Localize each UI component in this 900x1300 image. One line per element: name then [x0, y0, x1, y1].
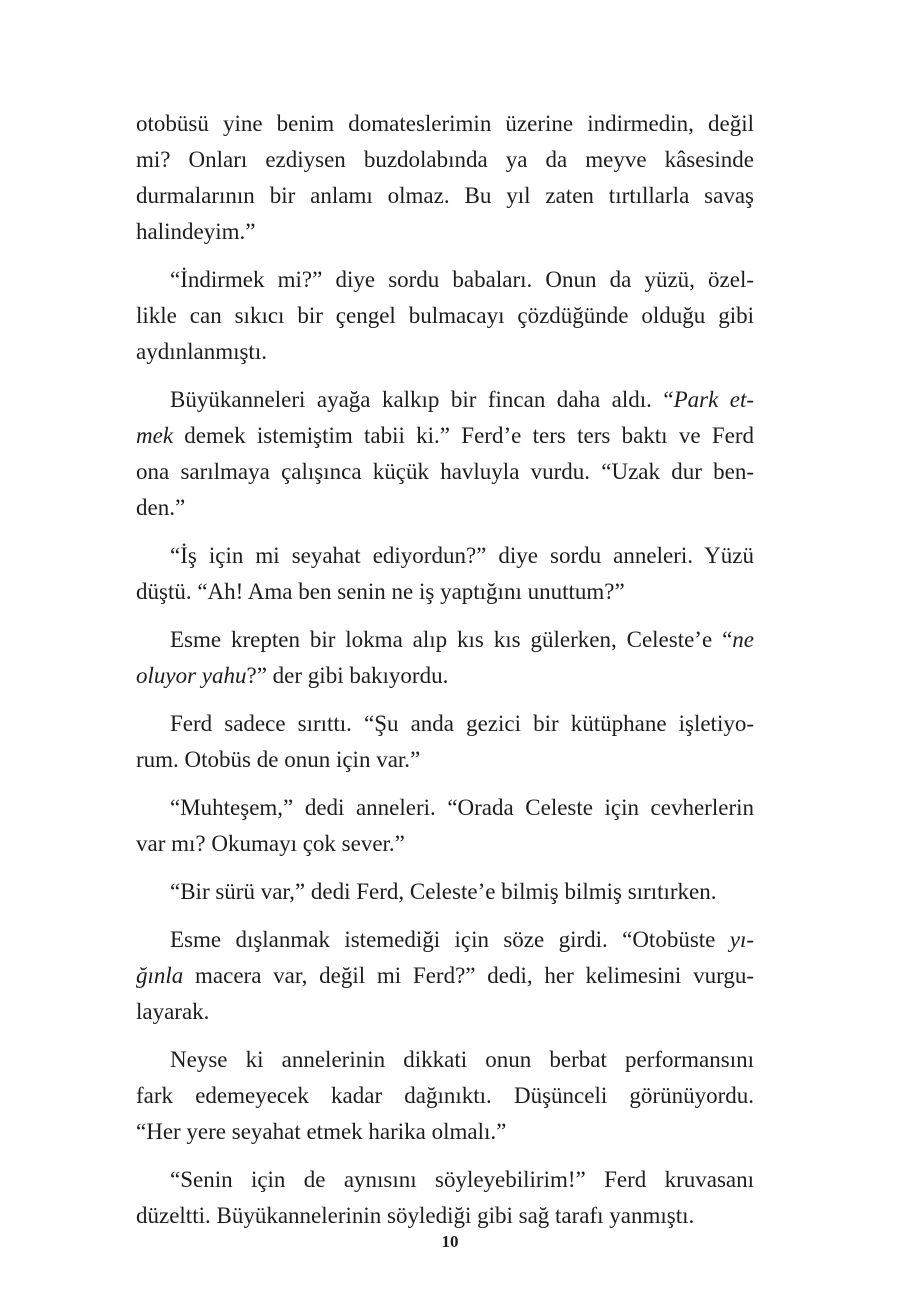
italic-text: ne	[732, 627, 754, 652]
italic-text: oluyor yahu	[136, 663, 247, 688]
text-line	[136, 706, 754, 742]
text-segment: Neyse ki annelerinin dikkati onun berbat performansını	[170, 1047, 754, 1072]
text-line	[136, 298, 754, 334]
text-line	[136, 1042, 754, 1078]
text-line	[136, 106, 754, 142]
italic-text: mek	[136, 423, 174, 448]
text-segment: layarak.	[136, 999, 210, 1024]
paragraph	[136, 874, 754, 910]
text-line	[136, 382, 754, 418]
paragraph	[136, 790, 754, 862]
body-text	[136, 106, 754, 1246]
italic-text: yı-	[729, 927, 754, 952]
text-line	[136, 454, 754, 490]
text-line	[136, 178, 754, 214]
text-line	[136, 874, 754, 910]
paragraph	[136, 706, 754, 778]
text-line	[136, 142, 754, 178]
text-segment: durmalarının bir anlamı olmaz. Bu yıl zaten tırtıllarla savaş	[136, 183, 754, 208]
text-segment: var mı? Okumayı çok sever.”	[136, 831, 405, 856]
text-segment: fark edemeyecek kadar dağınıktı. Düşünceli görünüyordu.	[136, 1083, 754, 1108]
text-line	[136, 334, 754, 370]
text-line	[136, 922, 754, 958]
italic-text: Park et-	[673, 387, 754, 412]
text-segment: düzeltti. Büyükannelerinin söylediği gibi sağ tarafı yanmıştı.	[136, 1203, 695, 1228]
text-segment: Esme krepten bir lokma alıp kıs kıs gülerken, Celeste’e “	[170, 627, 733, 652]
text-line	[136, 658, 754, 694]
paragraph	[136, 382, 754, 526]
text-line	[136, 1078, 754, 1114]
text-line	[136, 262, 754, 298]
text-line	[136, 790, 754, 826]
text-line	[136, 418, 754, 454]
text-segment: “İndirmek mi?” diye sordu babaları. Onun da yüzü, özel-	[170, 267, 754, 292]
text-line	[136, 214, 754, 250]
page-number: 10	[441, 1232, 459, 1251]
text-segment: otobüsü yine benim domateslerimin üzerine indirmedin, değil	[136, 111, 754, 136]
text-segment: likle can sıkıcı bir çengel bulmacayı çözdüğünde olduğu gibi	[136, 303, 754, 328]
text-segment: “Bir sürü var,” dedi Ferd, Celeste’e bilmiş bilmiş sırıtırken.	[170, 879, 717, 904]
text-line	[136, 742, 754, 778]
text-line	[136, 574, 754, 610]
text-segment: ona sarılmaya çalışınca küçük havluyla vurdu. “Uzak dur ben-	[136, 459, 754, 484]
text-segment: “Her yere seyahat etmek harika olmalı.”	[136, 1119, 507, 1144]
text-segment: düştü. “Ah! Ama ben senin ne iş yaptığını unuttum?”	[136, 579, 625, 604]
paragraph	[136, 1162, 754, 1234]
paragraph	[136, 262, 754, 370]
text-line	[136, 1114, 754, 1150]
paragraph	[136, 106, 754, 250]
text-segment: “İş için mi seyahat ediyordun?” diye sordu anneleri. Yüzü	[170, 543, 754, 568]
text-segment: rum. Otobüs de onun için var.”	[136, 747, 421, 772]
text-segment: Büyükanneleri ayağa kalkıp bir fincan daha aldı. “	[170, 387, 674, 412]
text-segment: “Muhteşem,” dedi anneleri. “Orada Celeste için cevherlerin	[170, 795, 754, 820]
text-line	[136, 994, 754, 1030]
text-line	[136, 490, 754, 526]
italic-text: ğınla	[136, 963, 184, 988]
text-line	[136, 1162, 754, 1198]
text-segment: “Senin için de aynısını söyleyebilirim!” Ferd kruvasanı	[170, 1167, 754, 1192]
text-segment: aydınlanmıştı.	[136, 339, 267, 364]
text-line	[136, 958, 754, 994]
text-segment: den.”	[136, 495, 186, 520]
text-segment: Esme dışlanmak istemediği için söze girdi. “Otobüste	[170, 927, 730, 952]
text-line	[136, 826, 754, 862]
text-segment: ?” der gibi bakıyordu.	[246, 663, 449, 688]
text-line	[136, 538, 754, 574]
text-segment: Ferd sadece sırıttı. “Şu anda gezici bir kütüphane işletiyo-	[170, 711, 754, 736]
paragraph	[136, 1042, 754, 1150]
text-segment: halindeyim.”	[136, 219, 256, 244]
text-line	[136, 1198, 754, 1234]
paragraph	[136, 538, 754, 610]
text-segment: mi? Onları ezdiysen buzdolabında ya da meyve kâsesinde	[136, 147, 754, 172]
paragraph	[136, 622, 754, 694]
text-segment: macera var, değil mi Ferd?” dedi, her kelimesini vurgu-	[183, 963, 754, 988]
text-segment: demek istemiştim tabii ki.” Ferd’e ters ters baktı ve Ferd	[173, 423, 754, 448]
text-line	[136, 622, 754, 658]
paragraph	[136, 922, 754, 1030]
